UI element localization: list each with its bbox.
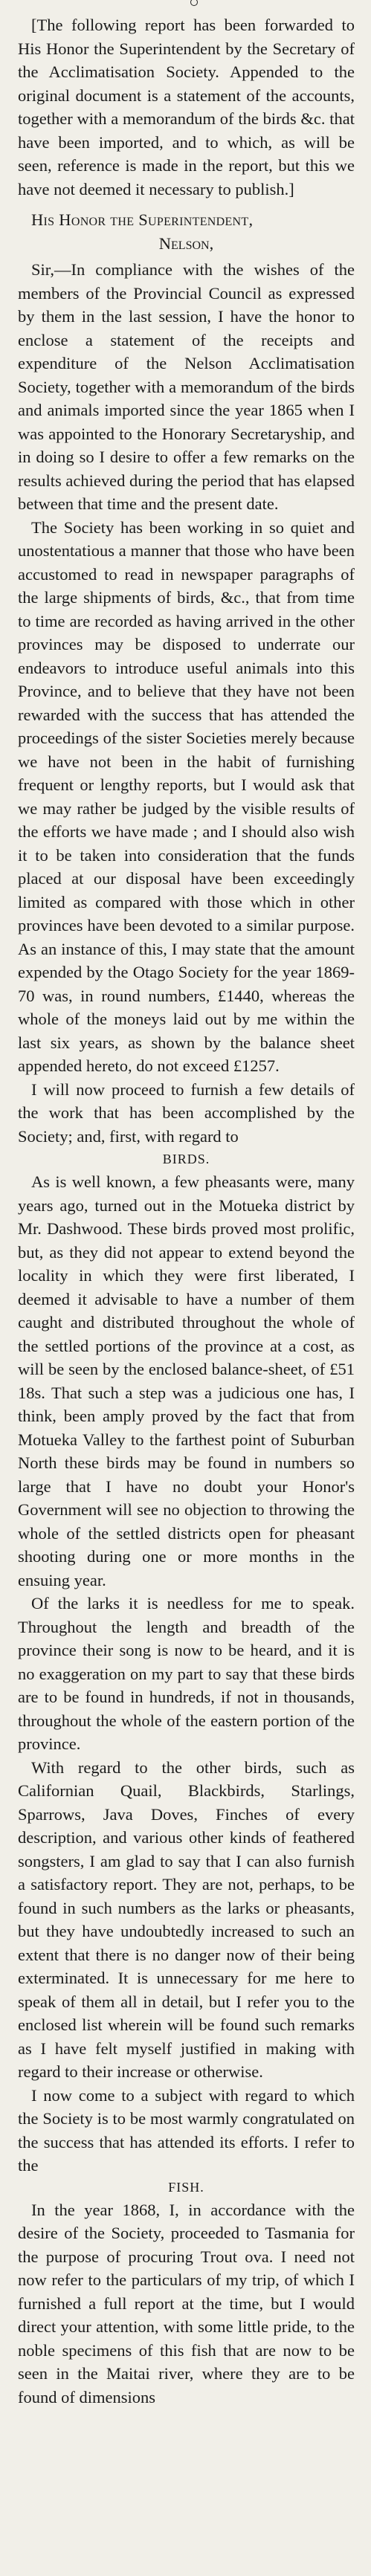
birds-paragraph: With regard to the other birds, such as Californian Quail, Blackbirds, Starlings, Sparrows, Java Doves, Finches of every description, and various other kinds of feathered songsters, I am glad to say that I can also furnish a satisfactory report. They are not, perhaps, to be found in such numbers as the larks or pheasants, but they have undoubtedly increased to such an extent that there is no danger now of their being exterminated. It is unnecessary for me here to speak of them all in detail, but I refer you to the enclosed list wherein will be found such remarks as I have felt myself justified in making with regard to their increase or otherwise. [18, 1757, 355, 2081]
report-paragraph: I will now proceed to furnish a few details of the work that has been accomplished by the Society; and, first, with regard to [18, 1079, 355, 1146]
report-paragraph: Sir,—In compliance with the wishes of the members of the Provincial Council as expressed by them in the last session, I have the honor to enclose a statement of the receipts and expenditure of the Nelson Acclimatisation Society, together with a memorandum of the birds and animals imported since the year 1865 when I was appointed to the Honorary Secretaryship, and in doing so I desire to offer a few remarks on the results achieved during the period that has elapsed between that time and the present date. [18, 260, 355, 513]
section-separator [18, 0, 355, 12]
separator-ornament [190, 0, 198, 6]
fish-paragraph: In the year 1868, I, in accordance with the desire of the Society, proceeded to Tasmania for the purpose of procuring Trout ova. I need not now refer to the particulars of my trip, of which I furnished a full report at the time, but I would direct your attention, with some little pride, to the noble specimens of this fish that are now to be seen in the Maitai river, where they are to be found of dimensions [18, 2200, 355, 2406]
editorial-intro: [The following report has been forwarded to His Honor the Superintendent by the Secretary of the Acclimatisation Society. Appended to the original document is a statement of the accounts, together with a memorandum of the birds &c. that have been imported, and to which, as will be seen, reference is made in the report, but this we have not deemed it necessary to publish.] [18, 16, 355, 198]
address-line-1: His Honor the Superintendent, [31, 210, 254, 229]
report-paragraph: The Society has been working in so quiet and unostentatious a manner that those who have been accustomed to read in newspaper paragraphs of the large shipments of birds, &c., that from time to time are recorded as having arrived in the other provinces may be disposed to underrate our endeavors to introduce useful animals into this Province, and to believe that they have not been rewarded with the success that has attended the proceedings of the sister Societies merely because we have not been in the habit of furnishing frequent or lengthy reports, but I would ask that we may rather be judged by the visible results of the efforts we have made ; and I should also wish it to be taken into consideration that the funds placed at our disposal have been exceedingly limited as compared with those which in other provinces have been devoted to a similar purpose. As an instance of this, I may state that the amount expended by the Otago Society for the year 1869-70 was, in round numbers, £1440, whereas the whole of the moneys laid out by me within the last six years, as shown by the balance sheet appended hereto, do not exceed £1257. [18, 517, 355, 1075]
address-line-2: Nelson, [158, 233, 214, 253]
birds-heading: BIRDS. [162, 1152, 210, 1166]
fish-heading: FISH. [168, 2179, 204, 2195]
birds-paragraph: Of the larks it is needless for me to speak. Throughout the length and breadth of the province their song is now to be heard, and it is no exaggeration on my part to say that these birds are to be found in hundreds, if not in thousands, throughout the whole of the eastern portion of the province. [18, 1594, 355, 1753]
birds-paragraph: I now come to a subject with regard to which the Society is to be most warmly congratulated on the success that has attended its efforts. I refer to the [18, 2085, 355, 2175]
birds-paragraph: As is well known, a few pheasants were, many years ago, turned out in the Motueka district by Mr. Dashwood. These birds proved most prolific, but, as they did not appear to extend beyond the locality in which they were first liberated, I deemed it advisable to have a number of them caught and distributed throughout the whole of the settled portions of the province at a cost, as will be seen by the enclosed balance-sheet, of £51 18s. That such a step was a judicious one has, I think, been amply proved by the fact that from Motueka Valley to the farthest point of Suburban North these birds may be found in numbers so large that I have no doubt your Honor's Government will see no objection to throwing the whole of the settled districts open for pheasant shooting during one or more months in the ensuing year. [18, 1172, 355, 1589]
